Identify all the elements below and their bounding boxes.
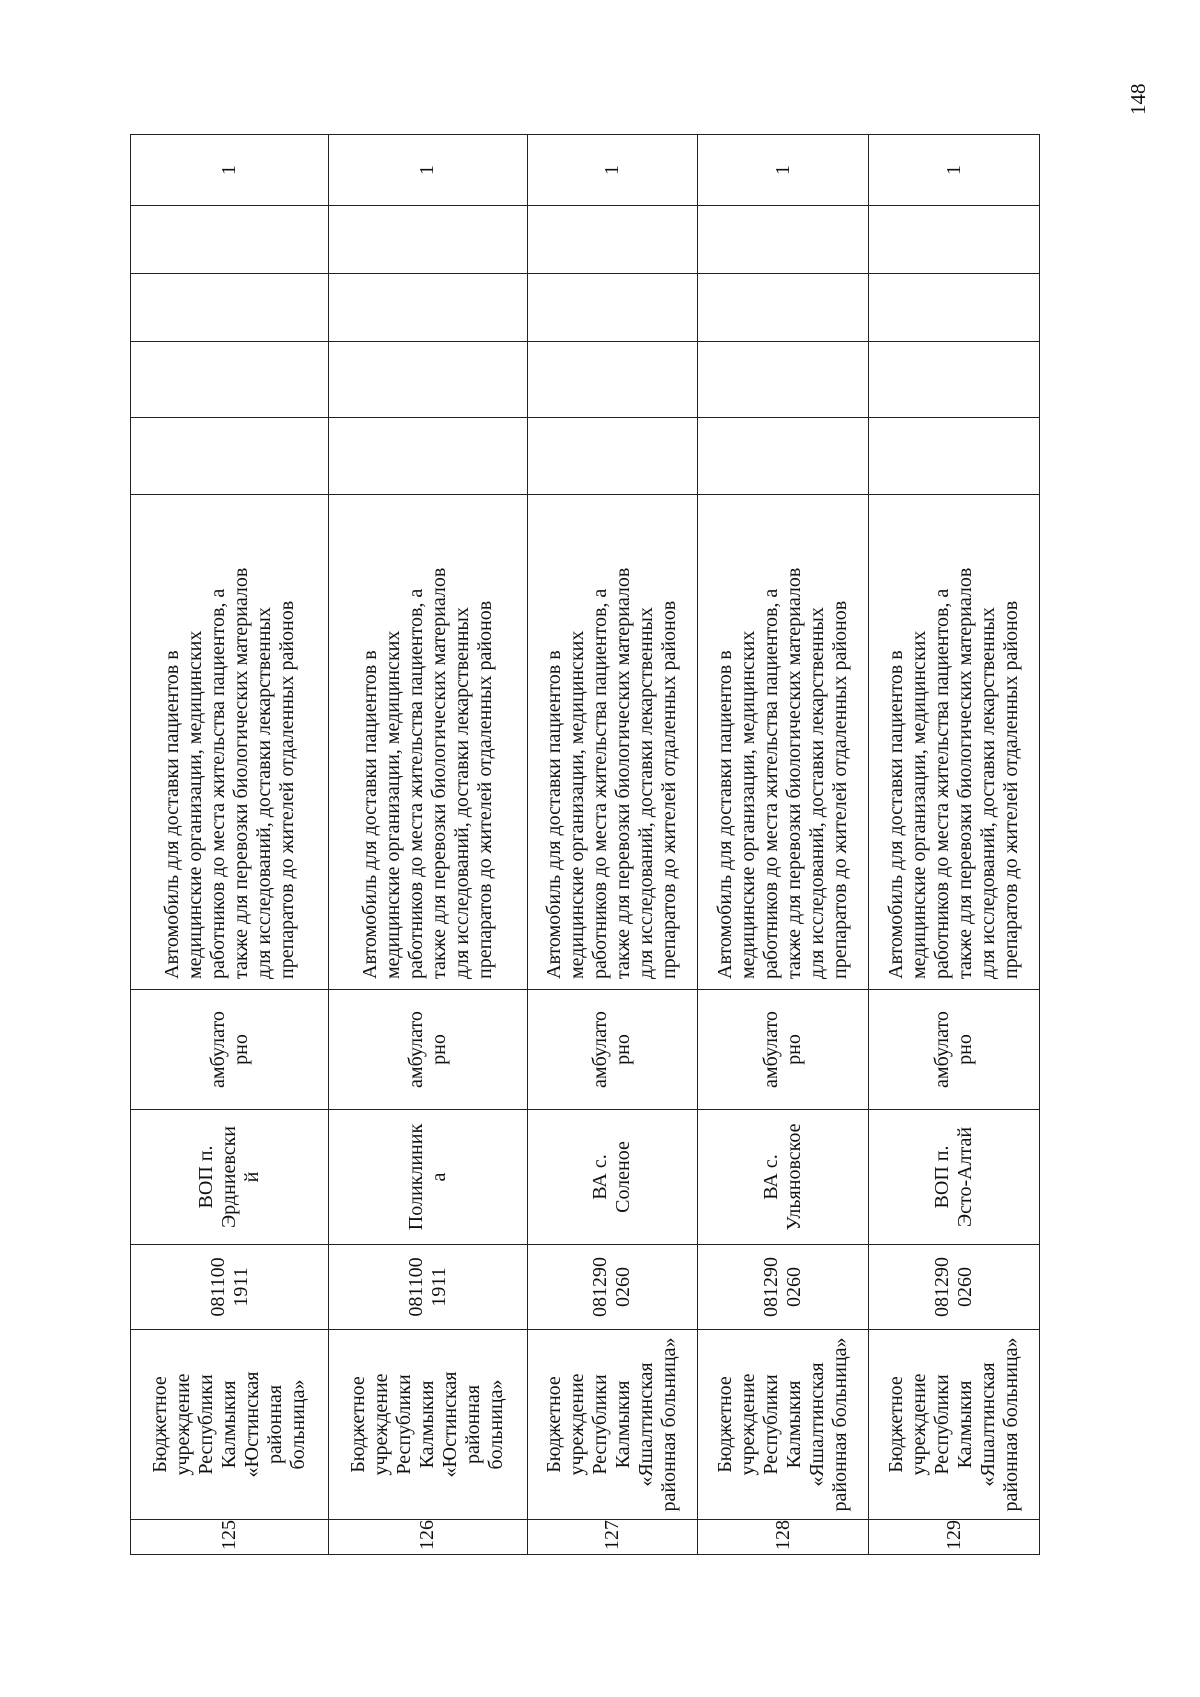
unit-name-cell [131,1110,329,1245]
organization-name-cell [698,1330,869,1520]
empty-cell-cell [698,418,869,495]
unit-name-cell [869,1110,1040,1245]
vehicle-description-cell [329,495,527,990]
page-number: 148 [1126,83,1150,115]
organization-code-cell [698,1245,869,1330]
row-number: 126 [416,1520,439,1550]
quantity-cell [869,135,1040,206]
organization-name-cell [131,1330,329,1520]
quantity: 1 [771,165,794,175]
empty-cell-cell [869,274,1040,342]
care-mode: амбулато рно [404,1011,450,1088]
vehicle-description-cell [527,495,698,990]
quantity-cell [329,135,527,206]
table-row [869,135,1040,1555]
table-row [329,135,527,1555]
care-mode-cell [329,990,527,1110]
vehicle-description-cell [869,495,1040,990]
organization-name: Бюджетное учреждение Республики Калмыкия «Юстинская районная больница» [347,1371,508,1478]
quantity: 1 [218,165,241,175]
care-mode-cell [527,990,698,1110]
table-row [698,135,869,1555]
empty-cell-cell [527,418,698,495]
quantity: 1 [416,165,439,175]
organization-name: Бюджетное учреждение Республики Калмыкия «Яшалтинская районная больница» [714,1337,852,1512]
empty-cell-cell [698,206,869,274]
empty-cell-cell [698,274,869,342]
empty-cell-cell [131,342,329,418]
vehicle-description-cell [131,495,329,990]
unit-name: ВОП п. Эсто-Алтай [931,1126,977,1228]
empty-cell-cell [698,342,869,418]
unit-name-cell [527,1110,698,1245]
organization-name-cell [329,1330,527,1520]
vehicle-description: Автомобиль для доставки пациентов в медицинские организации, медицинских работников до места жительства пациентов, а также для перевозки биологических материалов для исследований, доставки лекарственных препаратов до жителей отдаленных районов [885,567,1023,979]
vehicle-description: Автомобиль для доставки пациентов в медицинские организации, медицинских работников до места жительства пациентов, а также для перевозки биологических материалов для исследований, доставки лекарственных препаратов до жителей отдаленных районов [543,567,681,979]
organization-code: 081100 1911 [206,1257,252,1317]
row-number: 127 [600,1520,623,1550]
care-mode-cell [698,990,869,1110]
quantity-cell [131,135,329,206]
empty-cell-cell [131,274,329,342]
row-number-cell [131,1520,329,1555]
table-row [131,135,329,1555]
organization-code-cell [131,1245,329,1330]
unit-name: Поликлиник а [404,1123,450,1231]
vehicle-description: Автомобиль для доставки пациентов в медицинские организации, медицинских работников до места жительства пациентов, а также для перевозки биологических материалов для исследований, доставки лекарственных препаратов до жителей отдаленных районов [714,567,852,979]
organization-code-cell [869,1245,1040,1330]
empty-cell-cell [329,206,527,274]
care-mode: амбулато рно [206,1011,252,1088]
row-number: 128 [771,1520,794,1550]
unit-name-cell [698,1110,869,1245]
organization-name-cell [869,1330,1040,1520]
empty-cell-cell [527,274,698,342]
organization-name: Бюджетное учреждение Республики Калмыкия «Яшалтинская районная больница» [543,1337,681,1512]
empty-cell-cell [869,418,1040,495]
organization-code-cell [329,1245,527,1330]
unit-name-cell [329,1110,527,1245]
unit-name: ВА с. Ульяновское [760,1123,806,1231]
vehicle-description: Автомобиль для доставки пациентов в медицинские организации, медицинских работников до места жительства пациентов, а также для перевозки биологических материалов для исследований, доставки лекарственных препаратов до жителей отдаленных районов [160,567,298,979]
organization-code: 081100 1911 [404,1257,450,1317]
equipment-table [130,134,1040,1555]
organization-name: Бюджетное учреждение Республики Калмыкия «Яшалтинская районная больница» [885,1337,1023,1512]
empty-cell-cell [527,206,698,274]
empty-cell-cell [131,418,329,495]
unit-name: ВА с. Соленое [589,1141,635,1213]
quantity: 1 [942,165,965,175]
empty-cell-cell [869,342,1040,418]
organization-code: 081290 0260 [931,1257,977,1317]
rotated-table-container [130,135,1040,1555]
organization-code-cell [527,1245,698,1330]
care-mode-cell [131,990,329,1110]
empty-cell-cell [131,206,329,274]
quantity: 1 [600,165,623,175]
vehicle-description: Автомобиль для доставки пациентов в медицинские организации, медицинских работников до места жительства пациентов, а также для перевозки биологических материалов для исследований, доставки лекарственных препаратов до жителей отдаленных районов [358,567,496,979]
empty-cell-cell [329,342,527,418]
care-mode-cell [869,990,1040,1110]
empty-cell-cell [527,342,698,418]
row-number-cell [527,1520,698,1555]
quantity-cell [698,135,869,206]
organization-name: Бюджетное учреждение Республики Калмыкия «Юстинская районная больница» [149,1371,310,1478]
organization-code: 081290 0260 [589,1257,635,1317]
row-number-cell [329,1520,527,1555]
care-mode: амбулато рно [931,1011,977,1088]
empty-cell-cell [329,418,527,495]
empty-cell-cell [329,274,527,342]
vehicle-description-cell [698,495,869,990]
row-number: 125 [218,1520,241,1550]
empty-cell-cell [869,206,1040,274]
row-number: 129 [942,1520,965,1550]
row-number-cell [698,1520,869,1555]
unit-name: ВОП п. Эрдниевски й [195,1125,264,1229]
care-mode: амбулато рно [589,1011,635,1088]
organization-code: 081290 0260 [760,1257,806,1317]
organization-name-cell [527,1330,698,1520]
row-number-cell [869,1520,1040,1555]
table-row [527,135,698,1555]
quantity-cell [527,135,698,206]
care-mode: амбулато рно [760,1011,806,1088]
